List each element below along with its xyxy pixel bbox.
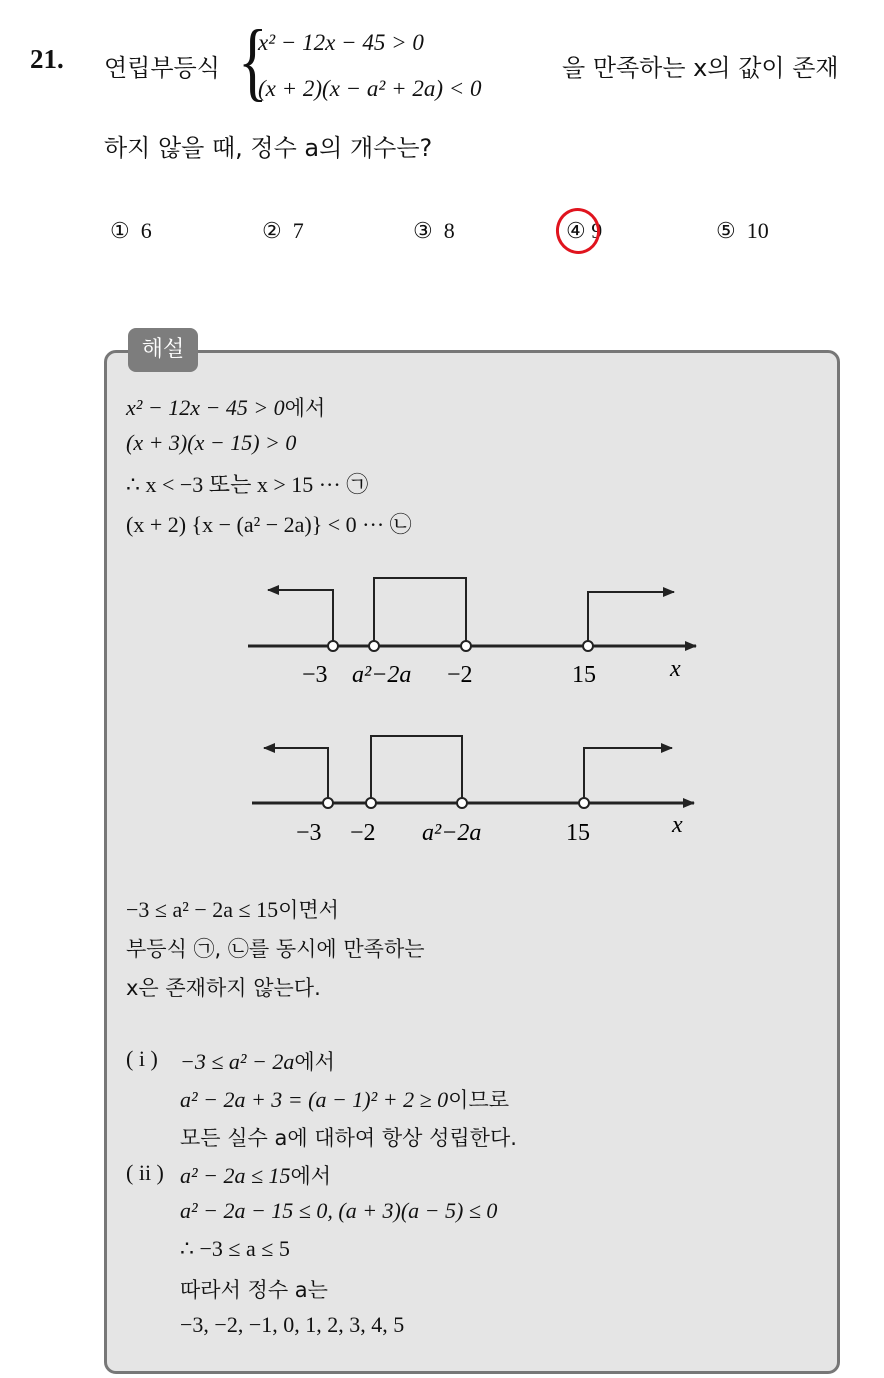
region-right-arrow bbox=[584, 748, 672, 803]
choice-1-mark: ① bbox=[110, 218, 130, 243]
sol-line-1-kr: 에서 bbox=[284, 396, 326, 420]
sol-para-3: x은 존재하지 않는다. bbox=[126, 976, 321, 1000]
region-box bbox=[371, 736, 462, 803]
label-a2-2a: a²−2a bbox=[422, 820, 482, 846]
region-box bbox=[374, 578, 466, 646]
label-neg3: −3 bbox=[296, 820, 322, 846]
case-ii-line-1-math: a² − 2a ≤ 15 bbox=[180, 1163, 291, 1188]
case-ii-line-1-kr: 에서 bbox=[290, 1164, 332, 1188]
point-neg2 bbox=[366, 798, 376, 808]
sol-para-1 bbox=[126, 894, 339, 924]
case-i-line-1 bbox=[180, 1046, 335, 1076]
sol-para-2: 부등식 ㉠, ㉡를 동시에 만족하는 bbox=[126, 937, 425, 961]
choice-2-value: 7 bbox=[292, 218, 304, 243]
point-neg2 bbox=[461, 641, 471, 651]
selected-answer-circle bbox=[552, 204, 605, 258]
case-ii-line-3: ∴ −3 ≤ a ≤ 5 bbox=[180, 1236, 290, 1261]
case-i-line-1-kr: 에서 bbox=[294, 1050, 335, 1074]
label-neg2: −2 bbox=[350, 820, 376, 846]
region-left-arrow bbox=[268, 590, 333, 646]
region-left-arrow bbox=[264, 748, 328, 803]
sol-line-1-math: x² − 12x − 45 > 0 bbox=[126, 395, 285, 420]
case-ii-line-2: a² − 2a − 15 ≤ 0, (a + 3)(a − 5) ≤ 0 bbox=[180, 1198, 498, 1223]
point-neg3 bbox=[328, 641, 338, 651]
inequality-2: (x + 2)(x − a² + 2a) < 0 bbox=[258, 76, 482, 101]
question-after: 을 만족하는 x의 값이 존재 bbox=[562, 54, 839, 82]
inequality-1: x² − 12x − 45 > 0 bbox=[258, 30, 424, 55]
case-i-line-2-math: a² − 2a + 3 = (a − 1)² + 2 ≥ 0 bbox=[180, 1087, 449, 1112]
choice-3-mark: ③ bbox=[413, 218, 433, 243]
choice-2-mark: ② bbox=[262, 218, 282, 243]
choice-2[interactable] bbox=[262, 218, 304, 244]
case-i-line-3: 모든 실수 a에 대하여 항상 성립한다. bbox=[180, 1126, 517, 1150]
sol-line-1 bbox=[126, 392, 325, 422]
case-ii-line-4: 따라서 정수 a는 bbox=[180, 1278, 328, 1302]
label-a2-2a: a²−2a bbox=[352, 662, 412, 688]
choice-3-value: 8 bbox=[443, 218, 455, 243]
choice-1-value: 6 bbox=[140, 218, 152, 243]
sol-para-1-kr: 이면서 bbox=[278, 898, 339, 922]
choice-4-mark: ④ bbox=[566, 218, 586, 243]
label-neg3: −3 bbox=[302, 662, 328, 688]
region-right-arrow bbox=[588, 592, 674, 646]
point-a2-2a bbox=[457, 798, 467, 808]
choice-3[interactable] bbox=[413, 218, 455, 244]
choice-4-value: 9 bbox=[591, 218, 603, 243]
point-15 bbox=[583, 641, 593, 651]
case-ii-line-5: −3, −2, −1, 0, 1, 2, 3, 4, 5 bbox=[180, 1312, 405, 1337]
case-i-line-2-kr: 이므로 bbox=[448, 1088, 510, 1112]
choice-5[interactable] bbox=[716, 218, 769, 244]
case-ii-line-1 bbox=[180, 1160, 331, 1190]
label-x: x bbox=[670, 656, 681, 682]
number-line-diagram-2 bbox=[240, 728, 710, 858]
case-i-label: ( i ) bbox=[126, 1046, 158, 1071]
system-brace: { bbox=[238, 13, 268, 110]
choice-5-value: 10 bbox=[746, 218, 769, 243]
label-neg2: −2 bbox=[447, 662, 473, 688]
case-ii-label: ( ii ) bbox=[126, 1160, 164, 1185]
question-line2: 하지 않을 때, 정수 a의 개수는? bbox=[104, 134, 433, 162]
choice-5-mark: ⑤ bbox=[716, 218, 736, 243]
question-number: 21. bbox=[30, 44, 64, 74]
point-neg3 bbox=[323, 798, 333, 808]
number-line-diagram-1 bbox=[240, 570, 710, 700]
question-intro: 연립부등식 bbox=[104, 54, 220, 82]
case-i-line-2 bbox=[180, 1084, 509, 1114]
point-a2-2a bbox=[369, 641, 379, 651]
case-i-line-1-math: −3 ≤ a² − 2a bbox=[180, 1049, 295, 1074]
label-15: 15 bbox=[566, 820, 590, 846]
sol-line-3: ∴ x < −3 또는 x > 15 ··· ㉠ bbox=[126, 472, 369, 497]
sol-line-2: (x + 3)(x − 15) > 0 bbox=[126, 430, 297, 455]
point-15 bbox=[579, 798, 589, 808]
label-x: x bbox=[672, 812, 683, 838]
sol-para-1-math: −3 ≤ a² − 2a ≤ 15 bbox=[126, 897, 279, 922]
sol-line-4: (x + 2) {x − (a² − 2a)} < 0 ··· ㉡ bbox=[126, 512, 412, 537]
label-15: 15 bbox=[572, 662, 596, 688]
choice-1[interactable] bbox=[110, 218, 152, 244]
solution-badge: 해설 bbox=[128, 328, 198, 372]
